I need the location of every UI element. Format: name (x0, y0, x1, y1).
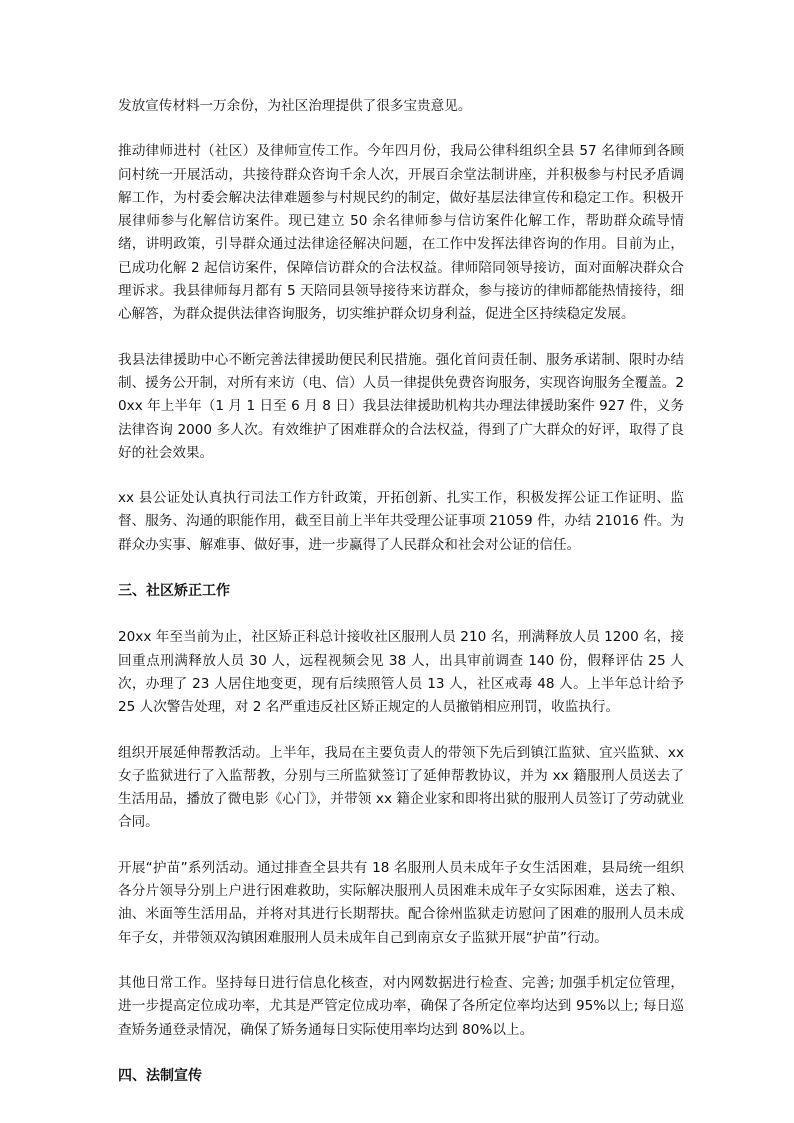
document-page (118, 95, 684, 1088)
paragraph-lawyers-in-villages: 推动律师进村（社区）及律师宣传工作。今年四月份，我局公律科组织全县 57 名律师到各顾问村统一开展活动，共接待群众咨询千余人次，开展百余堂法制讲座，并积极参与村民矛盾调解工作，为村委会解决法律难题参与村规民约的制定，做好基层法律宣传和稳定工作。积极开展律师参与化解信访案件。现已建立 50 余名律师参与信访案件化解工作，帮助群众疏导情绪，讲明政策，引导群众通过法律途径解决问题，在工作中发挥法律咨询的作用。目前为止，已成功化解 2 起信访案件，保障信访群众的合法权益。律师陪同领导接访，面对面解决群众合理诉求。我县律师每月都有 5 天陪同县领导接待来访群众，参与接访的律师都能热情接待，细心解答，为群众提供法律咨询服务，切实维护群众切身利益，促进全区持续稳定发展。 (118, 143, 684, 323)
section-heading-community-correction: 三、社区矫正工作 (118, 583, 230, 600)
section-heading-legal-publicity: 四、法制宣传 (118, 1067, 202, 1084)
paragraph-notary-office: xx 县公证处认真执行司法工作方针政策，开拓创新、扎实工作，积极发挥公证工作证明、监督、服务、沟通的职能作用，截至目前上半年共受理公证事项 21059 件，办结 21016 件。为群众办实事、解难事、做好事，进一步赢得了人民群众和社会对公证的信任。 (118, 490, 684, 553)
paragraph-propaganda-materials: 发放宣传材料一万余份，为社区治理提供了很多宝贵意见。 (118, 98, 472, 114)
paragraph-correction-statistics: 20xx 年至当前为止，社区矫正科总计接收社区服刑人员 210 名，刑满释放人员 1200 名，接回重点刑满释放人员 30 人，远程视频会见 38 人，出具审前调查 140 份，假释评估 25 人次，办理了 23 人居住地变更，现有后续照管人员 13 人，社区戒毒 48 人。上半年总计给予 25 人次警告处理，对 2 名严重违反社区矫正规定的人员撤销相应刑罚，收监执行。 (118, 629, 684, 716)
paragraph-legal-aid: 我县法律援助中心不断完善法律援助便民利民措施。强化首问责任制、服务承诺制、限时办结制、援务公开制，对所有来访（电、信）人员一律提供免费咨询服务，实现咨询服务全覆盖。20xx 年上半年（1 月 1 日至 6 月 8 日）我县法律援助机构共办理法律援助案件 927 件，义务法律咨询 2000 多人次。有效维护了困难群众的合法权益，得到了广大群众的好评，取得了良好的社会效果。 (118, 351, 684, 461)
paragraph-daily-work: 其他日常工作。坚持每日进行信息化核查，对内网数据进行检查、完善; 加强手机定位管理，进一步提高定位成功率，尤其是严管定位成功率，确保了各所定位率均达到 95%以上; 每日巡查矫务通登录情况，确保了矫务通每日实际使用率均达到 80%以上。 (118, 974, 684, 1038)
paragraph-huimiao-activities: 开展“护苗”系列活动。通过排查全县共有 18 名服刑人员未成年子女生活困难，县局统一组织各分片领导分别上户进行困难救助，实际解决服刑人员困难未成年子女实际困难，送去了粮、油、米面等生活用品，并将对其进行长期帮扶。配合徐州监狱走访慰问了困难的服刑人员未成年子女，并带领双沟镇困难服刑人员未成年自己到南京女子监狱开展“护苗”行动。 (118, 859, 684, 946)
paragraph-extended-assistance: 组织开展延伸帮教活动。上半年，我局在主要负责人的带领下先后到镇江监狱、宜兴监狱、xx 女子监狱进行了入监帮教，分别与三所监狱签订了延伸帮教协议，并为 xx 籍服刑人员送去了生活用品，播放了微电影《心门》，并带领 xx 籍企业家和即将出狱的服刑人员签订了劳动就业合同。 (118, 744, 684, 831)
